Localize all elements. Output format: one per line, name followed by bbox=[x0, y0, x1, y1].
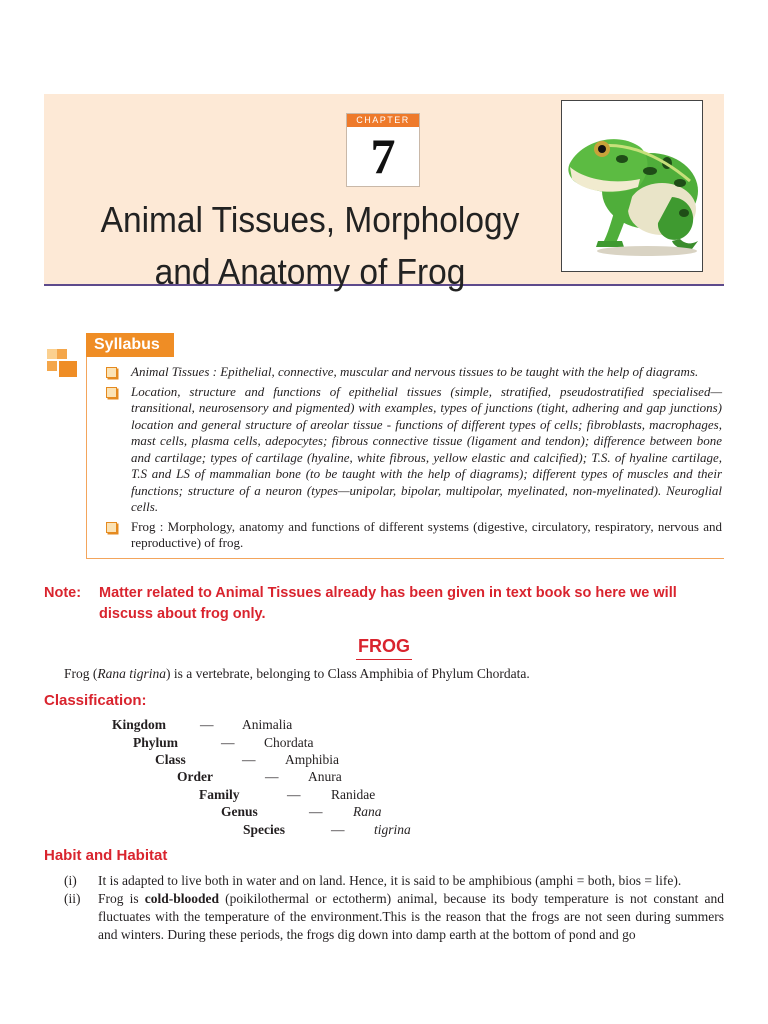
syllabus-border-left bbox=[86, 357, 87, 558]
note-label: Note: bbox=[44, 585, 82, 601]
syllabus-border-bottom bbox=[86, 558, 724, 559]
habit-heading: Habit and Habitat bbox=[44, 847, 168, 864]
section-heading-frog: FROG bbox=[0, 636, 768, 660]
habit-item-number: (ii) bbox=[64, 891, 81, 906]
note bbox=[44, 583, 728, 625]
classification-row: Genus — Rana bbox=[221, 804, 382, 819]
chapter-title-line1: Animal Tissues, Morphology bbox=[100, 199, 520, 240]
chapter-title-line2: and Anatomy of Frog bbox=[154, 251, 466, 292]
checkbox-bullet-icon bbox=[106, 387, 117, 398]
chapter-number: 7 bbox=[370, 128, 396, 184]
chapter-badge bbox=[346, 113, 420, 187]
frog-illustration bbox=[562, 101, 702, 271]
frog-photo bbox=[561, 100, 703, 272]
syllabus-label: Syllabus bbox=[86, 333, 174, 357]
classification-row: Class — Amphibia bbox=[155, 752, 339, 767]
chapter-label: CHAPTER bbox=[347, 114, 419, 127]
classification-row: Phylum — Chordata bbox=[133, 735, 314, 750]
habit-item: (ii) Frog is cold-blooded (poikilothermal or ectotherm) animal, because its body temperature is not constant and fluctuates with the temperature of the environment.This is the reason that the frogs are not seen during summers and winters. During these periods, the frogs dig down into damp earth at the bottom of pond and go bbox=[64, 891, 724, 942]
syllabus-decoration bbox=[47, 349, 79, 377]
checkbox-bullet-icon bbox=[106, 522, 117, 533]
classification-row: Species — tigrina bbox=[243, 822, 411, 837]
habit-list bbox=[64, 872, 724, 944]
chapter-title bbox=[78, 194, 543, 298]
habit-item-number: (i) bbox=[64, 873, 77, 888]
checkbox-bullet-icon bbox=[106, 367, 117, 378]
frog-intro: Frog (Rana tigrina) is a vertebrate, belonging to Class Amphibia of Phylum Chordata. bbox=[64, 666, 530, 681]
syllabus-item: Frog : Morphology, anatomy and functions of different systems (digestive, circulatory, respiratory, nervous and reproductive) of frog. bbox=[106, 519, 722, 552]
classification-heading: Classification: bbox=[44, 692, 147, 709]
note-text: Matter related to Animal Tissues already has been given in text book so here we will discuss about frog only. bbox=[99, 585, 677, 622]
classification-row: Kingdom — Animalia bbox=[112, 717, 293, 732]
habit-item: (i) It is adapted to live both in water and on land. Hence, it is said to be amphibious (amphi = both, bios = life). bbox=[64, 873, 682, 888]
syllabus-item: Animal Tissues : Epithelial, connective, muscular and nervous tissues to be taught with the help of diagrams. bbox=[106, 364, 722, 381]
syllabus-list bbox=[106, 364, 722, 555]
classification-row: Order — Anura bbox=[177, 769, 342, 784]
classification-row: Family — Ranidae bbox=[199, 787, 376, 802]
syllabus-item: Location, structure and functions of epithelial tissues (simple, stratified, pseudostratified specialised—transitional, neurosensory and pigmented) with examples, types of junctions (tight, adhering and gap junctions) location and general structure of areolar tissue - functions of different types of cells; fibroblasts, macrophages, mast cells, plasma cells, adepocytes; fibrous connective tissue (ligament and tendon); difference between bone and cartilage; types of cartilage (hyaline, white fibrous, yellow elastic and calcified); T.S. of hyaline cartilage, T.S and LS of mammalian bone (to be taught with the help of diagrams); different types of muscles and their functions; structure of a neuron (types—unipolar, bipolar, multipolar, myelinated, non-myelinated). Neuroglial cells. bbox=[106, 384, 722, 516]
